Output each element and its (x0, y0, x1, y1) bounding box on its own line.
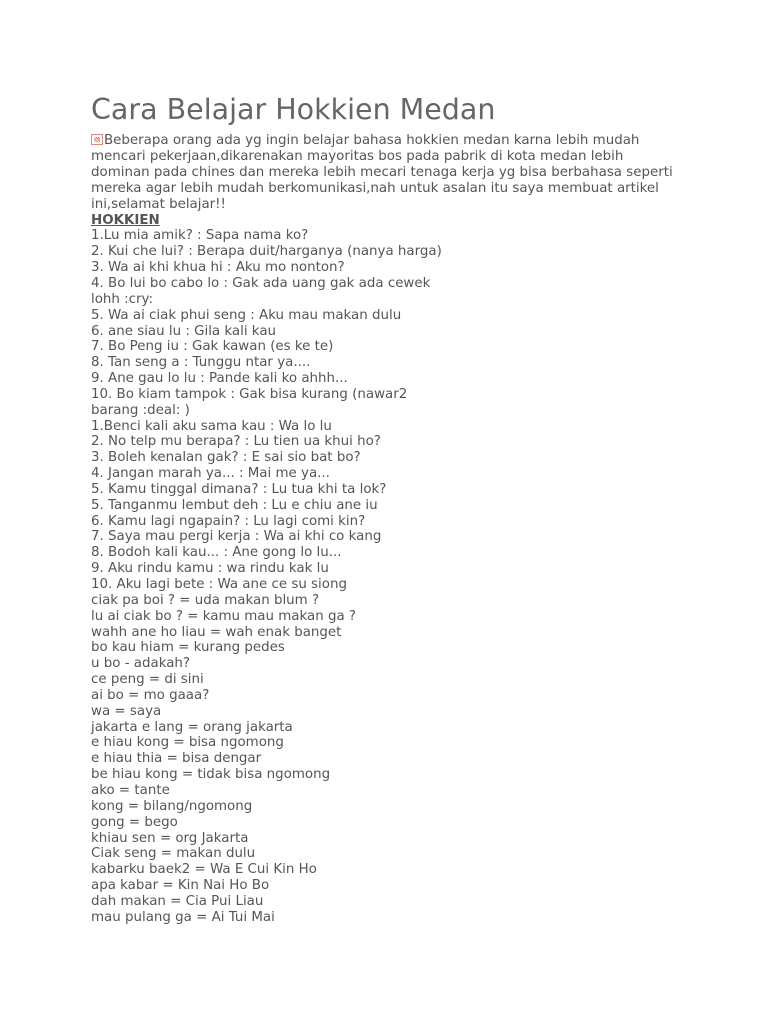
document-page (91, 92, 691, 926)
vocabulary-line: 7. Bo Peng iu : Gak kawan (es ke te) (91, 339, 334, 355)
vocabulary-line: barang :deal: ) (91, 402, 190, 418)
vocabulary-line: 10. Bo kiam tampok : Gak bisa kurang (nawar2 (91, 386, 408, 402)
vocabulary-line: dah makan = Cia Pui Liau (91, 893, 264, 909)
intro-line: Beberapa orang ada yg ingin belajar bahasa hokkien medan karna lebih mudah (104, 133, 640, 148)
vocabulary-line: ai bo = mo gaaa? (91, 687, 210, 703)
vocabulary-line: 6. Kamu lagi ngapain? : Lu lagi comi kin? (91, 513, 366, 529)
broken-image-icon (91, 134, 103, 145)
vocabulary-line: e hiau kong = bisa ngomong (91, 735, 284, 751)
vocabulary-line: 8. Bodoh kali kau... : Ane gong lo lu... (91, 545, 342, 561)
vocabulary-list (91, 228, 691, 925)
vocabulary-line: jakarta e lang = orang jakarta (91, 719, 293, 735)
intro-line: mereka agar lebih mudah berkomunikasi,nah untuk asalan itu saya membuat artikel (91, 180, 659, 196)
vocabulary-line: gong = bego (91, 814, 178, 830)
intro-line: ini,selamat belajar!! (91, 196, 226, 212)
vocabulary-line: 3. Wa ai khi khua hi : Aku mo nonton? (91, 260, 345, 276)
intro-line: mencari pekerjaan,dikarenakan mayoritas bos pada pabrik di kota medan lebih (91, 148, 624, 164)
vocabulary-line: ako = tante (91, 782, 170, 798)
vocabulary-line: 6. ane siau lu : Gila kali kau (91, 323, 277, 339)
vocabulary-line: wa = saya (91, 703, 162, 719)
intro-line: dominan pada chines dan mereka lebih mecari tenaga kerja yg bisa berbahasa seperti (91, 164, 673, 180)
vocabulary-line: 5. Kamu tinggal dimana? : Lu tua khi ta lok? (91, 481, 387, 497)
vocabulary-line: ce peng = di sini (91, 672, 204, 688)
vocabulary-line: Ciak seng = makan dulu (91, 846, 256, 862)
vocabulary-line: 5. Wa ai ciak phui seng : Aku mau makan dulu (91, 307, 402, 323)
vocabulary-line: 8. Tan seng a : Tunggu ntar ya.... (91, 355, 311, 371)
vocabulary-line: 9. Aku rindu kamu : wa rindu kak lu (91, 561, 329, 577)
vocabulary-line: khiau sen = org Jakarta (91, 830, 249, 846)
vocabulary-line: 4. Bo lui bo cabo lo : Gak ada uang gak ada cewek (91, 275, 431, 291)
vocabulary-line: 4. Jangan marah ya... : Mai me ya... (91, 466, 330, 482)
vocabulary-line: be hiau kong = tidak bisa ngomong (91, 767, 331, 783)
vocabulary-line: 10. Aku lagi bete : Wa ane ce su siong (91, 577, 347, 592)
vocabulary-line: bo kau hiam = kurang pedes (91, 640, 285, 656)
vocabulary-line: 2. No telp mu berapa? : Lu tien ua khui ho? (91, 434, 381, 450)
vocabulary-line: ciak pa boi ? = uda makan blum ? (91, 592, 320, 608)
vocabulary-line: lu ai ciak bo ? = kamu mau makan ga ? (91, 608, 357, 624)
vocabulary-line: 9. Ane gau lo lu : Pande kali ko ahhh... (91, 371, 348, 387)
vocabulary-line: 5. Tanganmu lembut deh : Lu e chiu ane iu (91, 497, 378, 513)
vocabulary-line: mau pulang ga = Ai Tui Mai (91, 909, 275, 925)
vocabulary-line: 2. Kui che lui? : Berapa duit/harganya (nanya harga) (91, 244, 442, 260)
vocabulary-line: e hiau thia = bisa dengar (91, 751, 262, 767)
page-title: Cara Belajar Hokkien Medan (91, 93, 496, 126)
vocabulary-line: u bo - adakah? (91, 656, 191, 672)
vocabulary-line: 3. Boleh kenalan gak? : E sai sio bat bo? (91, 450, 361, 466)
intro-paragraph (91, 133, 691, 213)
vocabulary-line: 7. Saya mau pergi kerja : Wa ai khi co kang (91, 529, 382, 545)
vocabulary-line: kong = bilang/ngomong (91, 798, 253, 814)
vocabulary-line: wahh ane ho liau = wah enak banget (91, 624, 342, 640)
vocabulary-line: 1.Benci kali aku sama kau : Wa lo lu (91, 418, 332, 434)
vocabulary-line: 1.Lu mia amik? : Sapa nama ko? (91, 228, 309, 244)
section-heading: HOKKIEN (91, 212, 160, 228)
vocabulary-line: kabarku baek2 = Wa E Cui Kin Ho (91, 862, 317, 878)
vocabulary-line: apa kabar = Kin Nai Ho Bo (91, 878, 270, 894)
vocabulary-line: lohh :cry: (91, 291, 153, 307)
